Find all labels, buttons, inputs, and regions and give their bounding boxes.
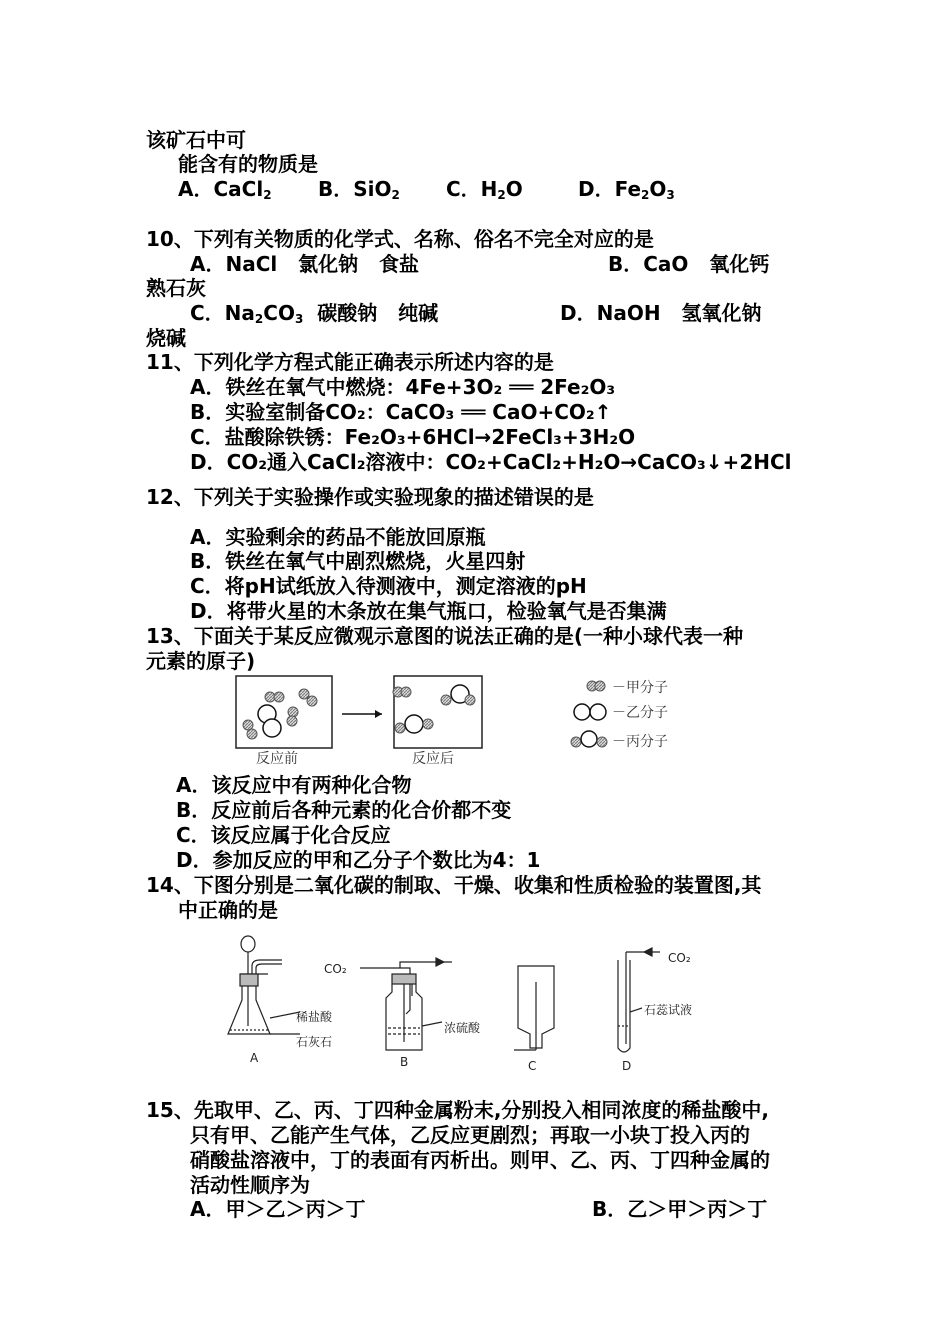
q15-stem-line4: 活动性顺序为 <box>190 1173 310 1197</box>
q12-option-c: C．将pH试纸放入待测液中，测定溶液的pH <box>190 574 587 598</box>
q14-label-conc-acid: 浓硫酸 <box>444 1021 481 1035</box>
q11-option-b: B．实验室制备CO₂：CaCO₃ ══ CaO+CO₂↑ <box>190 400 612 424</box>
q14-label-limestone: 石灰石 <box>296 1035 333 1049</box>
legend-jia-icon <box>587 681 605 691</box>
legend-bing-icon <box>571 731 607 747</box>
q9-stem-line2: 能含有的物质是 <box>178 152 318 176</box>
q14-label-litmus: 石蕊试液 <box>644 1003 693 1017</box>
q12-option-b: B．铁丝在氧气中剧烈燃烧，火星四射 <box>190 549 526 573</box>
q15-stem-line3: 硝酸盐溶液中，丁的表面有丙析出。则甲、乙、丙、丁四种金属的 <box>190 1148 770 1172</box>
q13-option-c: C．该反应属于化合反应 <box>176 823 391 847</box>
q13-legend-yi: －乙分子 <box>612 705 668 721</box>
q13-stem-line2: 元素的原子) <box>146 649 256 673</box>
q14-stem-line1: 14、下图分别是二氧化碳的制取、干燥、收集和性质检验的装置图,其 <box>146 873 762 897</box>
q15-stem-line2: 只有甲、乙能产生气体，乙反应更剧烈；再取一小块丁投入丙的 <box>190 1123 750 1147</box>
q10-option-d-cont: 烧碱 <box>146 326 186 350</box>
q13-label-after: 反应后 <box>412 751 454 767</box>
q9-option-a: A．CaCl$_2$ <box>178 177 272 202</box>
q10-option-b: B．CaO 氧化钙 <box>608 252 770 276</box>
q10-option-b-cont: 熟石灰 <box>146 276 206 300</box>
q14-label-a: A <box>250 1051 259 1065</box>
q13-stem-line1: 13、下面关于某反应微观示意图的说法正确的是(一种小球代表一种 <box>146 624 743 648</box>
q14-label-d: D <box>622 1059 632 1073</box>
q10-stem: 10、下列有关物质的化学式、名称、俗名不完全对应的是 <box>146 227 654 251</box>
q15-option-b: B．乙＞甲＞丙＞丁 <box>592 1197 768 1221</box>
q10-option-d: D．NaOH 氢氧化钠 <box>560 301 762 325</box>
q13-label-before: 反应前 <box>256 751 298 767</box>
q11-option-a: A．铁丝在氧气中燃烧：4Fe+3O₂ ══ 2Fe₂O₃ <box>190 375 616 399</box>
apparatus-a <box>228 936 300 1034</box>
q13-option-b: B．反应前后各种元素的化合价都不变 <box>176 798 512 822</box>
q13-option-a: A．该反应中有两种化合物 <box>176 773 412 797</box>
q12-stem: 12、下列关于实验操作或实验现象的描述错误的是 <box>146 485 594 509</box>
q9-option-d: D．$Fe_2O_3$ <box>578 177 675 202</box>
q9-option-b: B．SiO$_2$ <box>318 177 400 202</box>
apparatus-b <box>360 958 452 1050</box>
q11-stem: 11、下列化学方程式能正确表示所述内容的是 <box>146 350 554 374</box>
q13-option-d: D．参加反应的甲和乙分子个数比为4：1 <box>176 848 541 872</box>
q9-stem-line1: 该矿石中可 <box>146 128 246 152</box>
q15-stem-line1: 15、先取甲、乙、丙、丁四种金属粉末,分别投入相同浓度的稀盐酸中, <box>146 1098 770 1122</box>
q12-option-a: A．实验剩余的药品不能放回原瓶 <box>190 525 486 549</box>
q11-option-c: C．盐酸除铁锈：Fe₂O₃+6HCl→2FeCl₃+3H₂O <box>190 425 636 449</box>
q10-option-c: C．$Na_2CO_3$ 碳酸钠 纯碱 <box>190 301 439 326</box>
q14-label-b: B <box>400 1055 409 1069</box>
q14-label-co2-b: CO₂ <box>324 962 347 976</box>
q14-stem-line2: 中正确的是 <box>178 898 278 922</box>
q12-option-d: D．将带火星的木条放在集气瓶口，检验氧气是否集满 <box>190 599 667 623</box>
q13-legend-jia: －甲分子 <box>612 680 668 696</box>
q13-legend-bing: －丙分子 <box>612 734 668 750</box>
q14-label-c: C <box>528 1059 537 1073</box>
jia-molecule <box>393 687 411 697</box>
q14-label-co2-d: CO₂ <box>668 951 691 965</box>
apparatus-c <box>514 966 554 1050</box>
legend-yi-icon <box>574 704 606 720</box>
q14-label-acid: 稀盐酸 <box>296 1010 333 1024</box>
q9-option-c: C．$H_2O$ <box>446 177 523 202</box>
q11-option-d: D．CO₂通入CaCl₂溶液中：CO₂+CaCl₂+H₂O→CaCO₃↓+2HCl <box>190 450 792 474</box>
q10-option-a: A．NaCl 氯化钠 食盐 <box>190 252 420 276</box>
q15-option-a: A．甲＞乙＞丙＞丁 <box>190 1197 366 1221</box>
